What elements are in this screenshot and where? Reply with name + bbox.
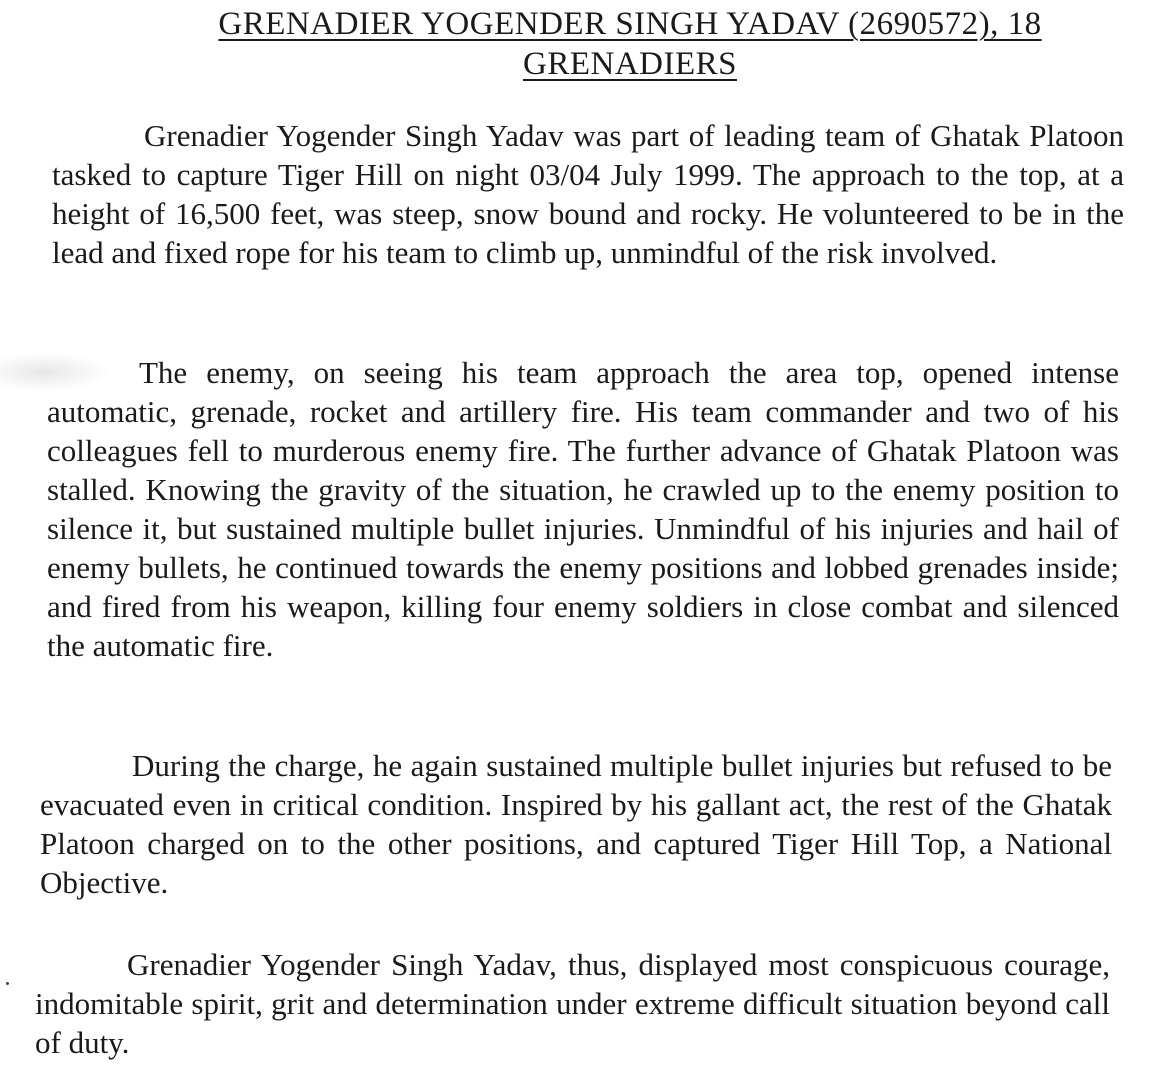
scan-speck [6, 982, 9, 985]
paragraph-4: Grenadier Yogender Singh Yadav, thus, displayed most conspicuous courage, indomitable spirit, grit and determination under extreme difficult situation beyond call of duty. [35, 947, 1110, 1060]
title-line-1: GRENADIER YOGENDER SINGH YADAV (2690572), 18 [218, 6, 1042, 42]
title-line-2: GRENADIERS [522, 46, 737, 82]
document-title [60, 4, 1152, 84]
paragraph-1: Grenadier Yogender Singh Yadav was part of leading team of Ghatak Platoon tasked to capture Tiger Hill on night 03/04 July 1999. The approach to the top, at a height of 16,500 feet, was steep, snow bound and rocky. He volunteered to be in the lead and fixed rope for his team to climb up, unmindful of the risk involved. [52, 118, 1124, 270]
paragraph-3: During the charge, he again sustained multiple bullet injuries but refused to be evacuated even in critical condition. Inspired by his gallant act, the rest of the Ghatak Platoon charged on to the other positions, and captured Tiger Hill Top, a National Objective. [40, 748, 1112, 900]
paragraph-2: The enemy, on seeing his team approach the area top, opened intense automatic, grenade, rocket and artillery fire. His team commander and two of his colleagues fell to murderous enemy fire. The further advance of Ghatak Platoon was stalled. Knowing the gravity of the situation, he crawled up to the enemy position to silence it, but sustained multiple bullet injuries. Unmindful of his injuries and hail of enemy bullets, he continued towards the enemy positions and lobbed grenades inside; and fired from his weapon, killing four enemy soldiers in close combat and silenced the automatic fire. [47, 355, 1119, 663]
